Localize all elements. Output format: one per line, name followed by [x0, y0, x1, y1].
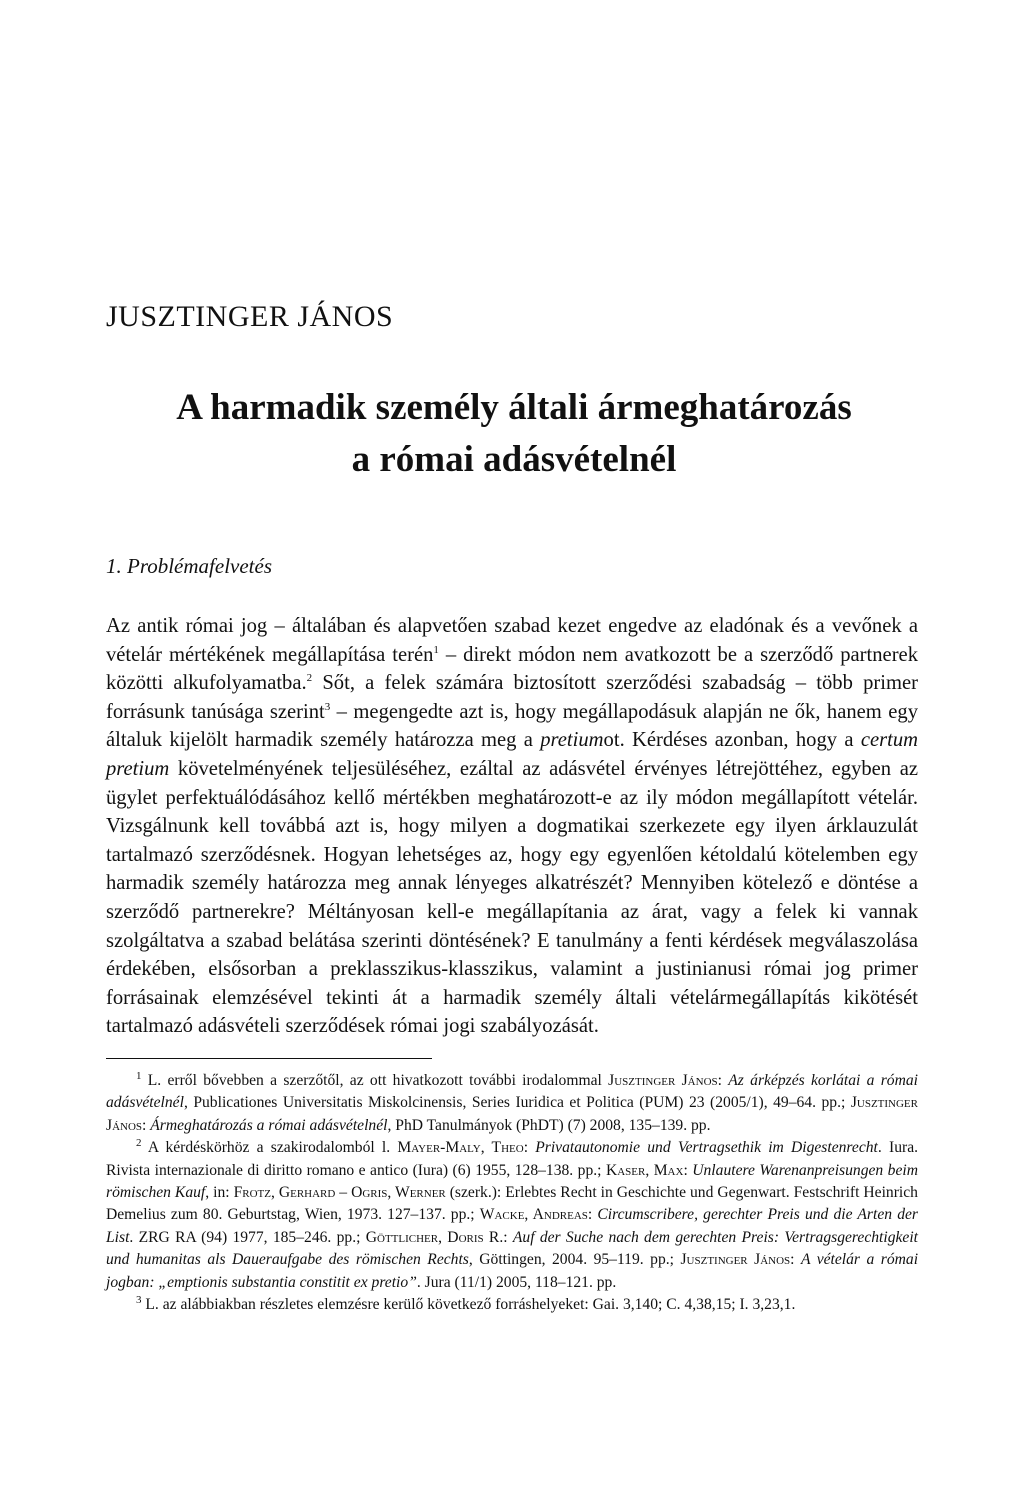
body-text-4: – megengedte azt is, hogy megállapodásuk alapján ne ők, hanem egy általuk kijelölt harmadik személy határozza meg a: [106, 700, 918, 752]
footnote-divider: [106, 1058, 432, 1059]
title-line-1: A harmadik személy általi ármeghatározás: [176, 387, 852, 428]
body-text-3: Sőt, a felek számára biztosított szerződési szabadság – több primer forrásunk tanúsága szerint: [106, 672, 918, 723]
body-text-6: követelményének teljesüléséhez, ezáltal az adásvétel érvényes létrejöttéhez, egyben az ügylet perfektuálódásához kellő mértékben meghatározott-e az ily módon megállapított vételár. Vizsgálnunk kell továbbá azt is, hogy milyen a dogmatikai szerkezete egy ilyen árklauzulát tartalmazó szerződésnek. Hogyan lehetséges az, hogy egy egyenlően kétoldalú kötelemben egy harmadik személy határozza meg annak lényeges alkatrészét? Mennyiben kötelező e döntése a szerződő partnerekre? Méltányosan kell-e megállapítania az árat, vagy a felek ki vannak szolgáltatva a szabad belátása szerinti döntésének? E tanulmány a fenti kérdések megválaszolása érdekében, elsősorban a preklasszikus-klasszikus, valamint a justinianusi római jog primer forrásainak elemzésével tekinti át a harmadik személy általi vételármegállapítás kikötését tartalmazó adásvételi szerződések római jogi szabályozását.: [106, 757, 918, 1038]
footnote-2-work-2: Unlautere Warenanpreisungen beim römischen Kauf: [106, 1161, 918, 1202]
footnote-1-pub-2: , PhD Tanulmányok (PhDT) (7) 2008, 135–139. pp.: [387, 1116, 711, 1134]
footnote-1: [106, 1070, 918, 1137]
footnote-2-pub-4: , Göttingen, 2004. 95–119. pp.;: [468, 1251, 681, 1269]
section-heading: [106, 554, 272, 579]
term-certum-pretium: certum pretium: [106, 729, 918, 780]
footnote-2-mark: 2: [136, 1137, 142, 1150]
footnote-1-mark: 1: [136, 1069, 142, 1082]
footnote-ref-3[interactable]: 3: [324, 700, 331, 713]
footnote-1-author-2: Jusztinger János: [106, 1094, 918, 1134]
footnote-2-pub-5: . Jura (11/1) 2005, 118–121. pp.: [416, 1273, 617, 1291]
footnote-1-text: L. erről bővebben a szerzőtől, az ott hivatkozott további irodalommal: [141, 1072, 609, 1089]
footnote-1-work-1: Az árképzés korlátai a római adásvételnél: [106, 1072, 918, 1112]
footnote-3-mark: 3: [136, 1293, 142, 1306]
footnote-2-pub-2: (szerk.): Erlebtes Recht in Geschichte und Gegenwart. Festschrift Heinrich Demelius zum 80. Geburtstag, Wien, 1973. 127–137. pp.;: [106, 1184, 918, 1224]
footnote-2-editors: Frotz, Gerhard – Ogris, Werner: [233, 1184, 446, 1202]
footnote-2-work-1: Privatautonomie und Vertragsethik im Digestenrecht: [535, 1139, 878, 1157]
footnote-2: [106, 1137, 918, 1294]
footnote-2-pub-1: . Iura. Rivista internazionale di diritto romano e antico (Iura) (6) 1955, 128–138. pp.;: [106, 1139, 919, 1179]
footnote-1-author-1: Jusztinger János: [608, 1072, 718, 1089]
footnote-2-author-1: Mayer-Maly, Theo: [397, 1139, 524, 1157]
footnote-2-text: A kérdéskörhöz a szakirodalomból l.: [141, 1139, 398, 1157]
footnote-1-work-2: Ármeghatározás a római adásvételnél: [150, 1116, 388, 1134]
footnote-1-sep-1: :: [717, 1072, 729, 1089]
footnote-2-author-4: Göttlicher, Doris R.: [365, 1228, 504, 1246]
footnote-2-author-2: Kaser, Max: [605, 1161, 684, 1179]
footnote-1-pub-1: , Publicationes Universitatis Miskolcinensis, Series Iuridica et Politica (PUM) 23 (2005/1), 49–64. pp.;: [183, 1094, 851, 1112]
footnote-2-work-3: Circumscribere, gerechter Preis und die Arten der List: [106, 1206, 918, 1246]
body-text-5: ot. Kérdéses azonban, hogy a: [603, 729, 861, 752]
footnote-2-pub-3: . ZRG RA (94) 1977, 185–246. pp.;: [129, 1228, 366, 1246]
footnote-2-work-5: A vételár a római jogban: „emptionis substantia constitit ex pretio”: [106, 1251, 919, 1291]
footnote-2-sep-2: :: [683, 1161, 693, 1179]
term-pretium: pretium: [540, 729, 604, 752]
section-number: 1.: [106, 554, 122, 578]
paragraph-1: [106, 612, 918, 1041]
footnote-ref-1[interactable]: 1: [433, 643, 439, 656]
footnote-2-sep-3: :: [587, 1206, 598, 1224]
footnote-1-sep-2: :: [142, 1116, 151, 1134]
footnote-2-sep-4: :: [503, 1228, 513, 1246]
title-line-2: a római adásvételnél: [351, 439, 677, 480]
body-text-1: Az antik római jog – általában és alapvetően szabad kezet engedve az eladónak és a vevőnek a vételár mértékének megállapítása terén: [106, 615, 918, 666]
footnote-2-author-5: Jusztinger János: [680, 1251, 791, 1269]
body-paragraph: [106, 612, 918, 1041]
footnotes: [106, 1070, 918, 1316]
footnote-2-sep-1: :: [523, 1139, 536, 1157]
footnote-2-in: , in:: [205, 1184, 234, 1202]
author-name: JUSZTINGER JÁNOS: [106, 300, 394, 333]
footnote-3: [106, 1294, 918, 1316]
article-title: [106, 382, 922, 486]
section-title: Problémafelvetés: [127, 554, 273, 578]
footnote-ref-2[interactable]: 2: [306, 672, 313, 685]
footnote-2-author-3: Wacke, Andreas: [479, 1206, 588, 1224]
footnote-2-sep-5: :: [790, 1251, 801, 1269]
body-text-2: – direkt módon nem avatkozott be a szerződő partnerek közötti alkufolyamatba.: [106, 643, 918, 695]
footnote-2-work-4: Auf der Suche nach dem gerechten Preis: Vertragsgerechtigkeit und humanitas als Dauerаufgabe des römischen Rechts: [106, 1228, 919, 1269]
footnote-3-text: L. az alábbiakban részletes elemzésre kerülő következő forráshelyeket: Gai. 3,140; C. 4,38,15; I. 3,23,1.: [141, 1296, 796, 1314]
